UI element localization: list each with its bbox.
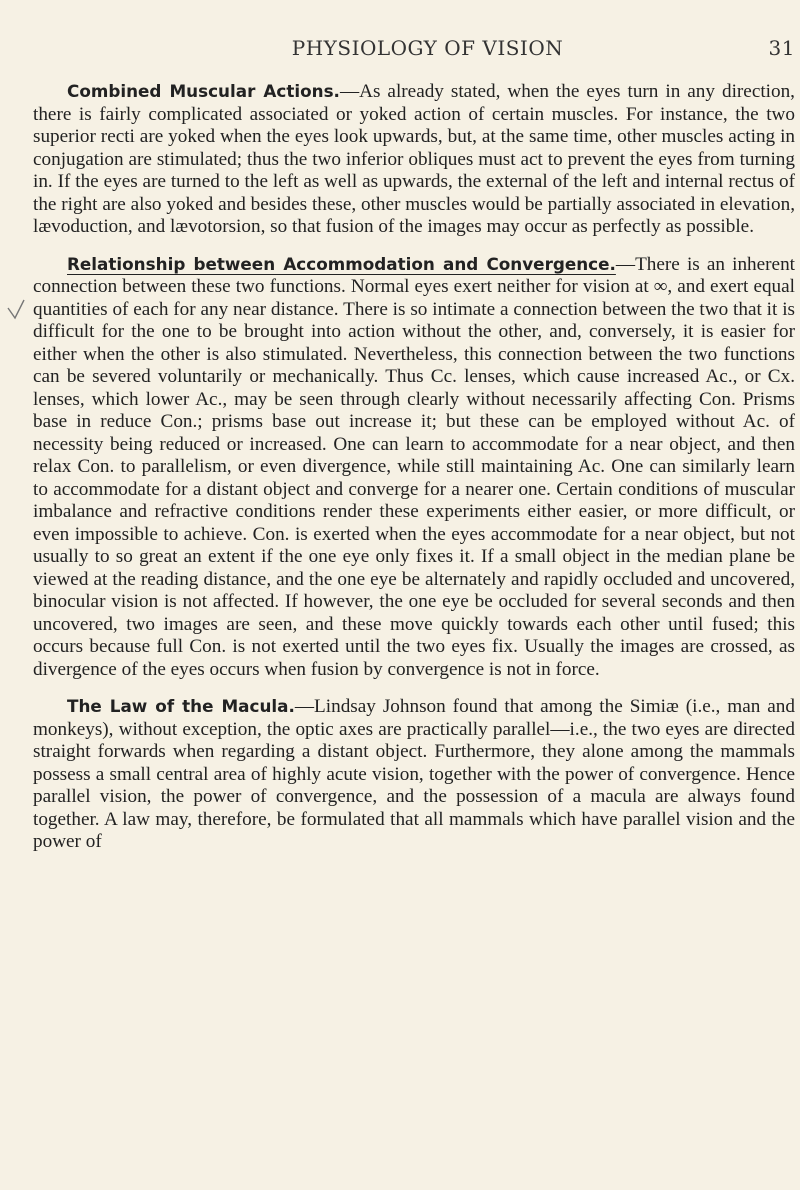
- paragraph-heading: The Law of the Macula.: [67, 696, 295, 716]
- paragraph-text: —Lindsay Johnson found that among the Simiæ (i.e., man and monkeys), without exception, the optic axes are practically parallel—i.e., the two eyes are directed straight forwards when regarding a distant object. Furthermore, they alone among the mammals possess a small central area of highly acute vision, together with the power of convergence. Hence parallel vision, the power of convergence, and the possession of a macula are always found together. A law may, therefore, be formulated that all mammals which have parallel vision and the power of: [33, 696, 795, 852]
- page-number: 31: [768, 36, 795, 60]
- body-text: [33, 80, 795, 854]
- paragraph-combined-muscular-actions: [33, 80, 795, 239]
- paragraph-law-of-macula: [33, 695, 795, 854]
- running-head-title: PHYSIOLOGY OF VISION: [291, 36, 564, 60]
- paragraph-heading: Relationship between Accommodation and Convergence.: [67, 253, 616, 274]
- paragraph-text: —As already stated, when the eyes turn in any direction, there is fairly complicated associated or yoked action of certain muscles. For instance, the two superior recti are yoked when the eyes look upwards, but, at the same time, other muscles acting in conjugation are stimulated; thus the two inferior obliques must act to prevent the eyes from turning in. If the eyes are turned to the left as well as upwards, the external of the left and internal rectus of the right are also yoked and besides these, other muscles would be partially associated in elevation, lævoduction, and lævotorsion, so that fusion of the images may occur as perfectly as possible.: [33, 81, 795, 237]
- paragraph-heading: Combined Muscular Actions.: [67, 81, 340, 101]
- paragraph-text: —There is an inherent connection between these two functions. Normal eyes exert neither for vision at ∞, and exert equal quantities of each for any near distance. There is so intimate a connection between the two that it is difficult for the one to be brought into action without the other, and, conversely, it is easier for either when the other is also stimulated. Nevertheless, this connection between the two functions can be severed voluntarily or mechanically. Thus Cc. lenses, which cause increased Ac., or Cx. lenses, which lower Ac., may be seen through clearly without necessarily affecting Con. Prisms base in reduce Con.; prisms base out increase it; but these can be employed without Ac. of necessity being reduced or increased. One can learn to accommodate for a near object, and then relax Con. to parallelism, or even divergence, while still maintaining Ac. One can similarly learn to accommodate for a distant object and converge for a nearer one. Certain conditions of muscular imbalance and refractive conditions render these experiments either easier, or more difficult, or even impossible to achieve. Con. is exerted when the eyes accommodate for a near object, but not usually to so great an extent if the one eye only fixes it. If a small object in the median plane be viewed at the reading distance, and the one eye be alternately and rapidly occluded and uncovered, binocular vision is not affected. If however, the one eye be occluded for several seconds and then uncovered, two images are seen, and these move quickly towards each other until fused; this occurs because full Con. is not exerted until the two eyes fix. Usually the images are crossed, as divergence of the eyes occurs when fusion by convergence is not in force.: [33, 253, 795, 680]
- margin-check-mark-icon: [6, 298, 26, 322]
- paragraph-accommodation-convergence: [33, 253, 795, 682]
